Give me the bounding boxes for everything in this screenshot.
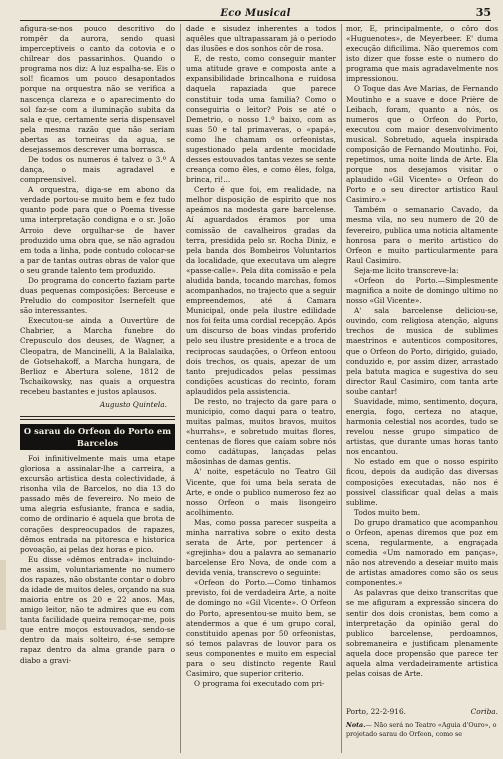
dateline [346,707,498,717]
paragraph: As palavras que deixo transcritas que se me afiguram a expressão sincera do sentir dos dois cronistas, bem como a interpretação da opinião geral do publico barcelense, perdoamnos, sobremaneira e justificam plenamente aquela doce propensão que parece ter aquela alma verdadeiramente artistica pelas coisas de Arte. [346,588,498,678]
paragraph: No estado em que o nosso espirito ficou, depois da audição das diversas composições executadas, não nos é possivel classificar qual delas a mais sublime. [346,457,498,507]
paper-stain [0,560,6,630]
paragraph: Eu disse «dêmos entrada» incluindo-me assim, voluntariamente no numero dos rapazes, não obstante contar o dobro da idade de muitos deles, orçando na sua maioria entre os 20 e 22 anos. Mas, amigo leitor, não te admires que eu com tanta facilidade queira remoçar-me, pois que entre moços estouvados, sendo-se dentro da mais solteiro, é-se sempre rapaz dentro da alma grande para o diabo a gravi- [20,554,175,665]
author-signature: Coriba. [470,707,498,716]
column-divider [341,24,342,753]
footnote [346,721,498,738]
paragraph: Mas, como possa parecer suspeita a minha narrativa sobre o exito desta serata de Arte, por pertencer á «grejinha» dou a palavra ao semanario barcelense Ero Nova, de onde com a devida venia, transcrevo o seguinte: [186,517,336,578]
column-2 [186,24,336,689]
publication-title: Eco Musical [220,8,291,19]
column-1 [20,24,175,666]
article-signature: Augusto Quintela. [99,399,167,409]
paragraph: mor, E, principalmente, o côro dos «Huguenotes», de Meyerbeer. E' duma execução dificilima. Não queremos com isto dizer que fosse este o numero do programa que mais agradavelmente nos impressionou. [346,24,498,84]
paragraph: Certo é que foi, em realidade, na melhor disposição de espirito que nos apeámos na modesta gare barcelense. Aí aguardados éramos por uma comissão de cavalheiros gradas da terra, presidida pelo sr. Rocha Diniz, e pela banda dos Bombeiros Voluntarios da localidade, que executava um alegre «passe-calle». Pela dita comissão e pela aludida banda, tocando marchas, fomos acompanhados, no trajecto que a seguir empreendemos, até á Camara Municipal, onde pela ilustre edilidade nos foi feita uma cordial recepção. Após um discurso de boas vindas proferido pelo seu ilustre presidente e a troca de reciprocas saudações, o Orfeon entoou dois trechos, os quais, apezar de um tanto prejudicados pelas pessimas condições acusticas do recinto, foram aplaudidos pela assistencia. [186,185,336,396]
article-footer [346,707,498,738]
page-header [20,4,491,21]
section-rule [20,416,175,417]
paragraph: De resto, no trajecto da gare para o municipio, como daqui para o teatro, muitas palmas, muitos bravos, muitos «hurrahs», e sobretudo muitas flores, centenas de flores que caíam sobre nós como cadátupas, lançadas pelas mãosinhas de damas gentis. [186,396,336,467]
note-label: Nota. [346,721,366,729]
paragraph: «Orfeon do Porto.—Simplesmente magnifica a noite de domingo ultimo no nosso «Gil Vicente». [346,275,498,306]
paragraph: Do programa do concerto faziam parte duas pequenas composições: Berceuse e Preludio do compositor Isernefelt que são interessantes. [20,275,175,316]
paragraph: A' noite, espetáculo no Teatro Gil Vicente, que foi uma bela serata de Arte, e onde o publico numeroso fez ao nosso Orfeon o mais lisongeiro acolhimento. [186,467,336,517]
column-3 [346,24,498,679]
paragraph: De todos os numeros é talvez o 3.º A dança, o mais agradavel e compreensivel. [20,155,175,185]
paragraph: Do grupo dramatico que acompanhou o Orfeon, apenas diremos que poz em scena, regularmente, a engraçada comedia «Um namorado em panças», não nos atrevendo a deseiar muito mais de artistas amadores como são os seus componentes.» [346,517,498,588]
paragraph: Também o semanario Cavado, da mesma vila, no seu numero de 20 de fevereiro, publica uma noticia altamente honrosa para o merito artistico do Orfeon e muito particularmente para Raul Casimiro. [346,205,498,265]
paragraph: Executou-se ainda a Ouvertüre de Chabrier, a Marcha funebre do Crepusculo dos deuses, de Wagner, a Cleopatra, de Mancinelli, A la Balalaika, de Gotsehakoff, a Marcha hungara, de Berlioz e Abertura solene, 1812 de Tschaikowsky, nas quais a orquestra recebeu bastantes e justos aplausos. [20,316,175,396]
paragraph: O Toque das Ave Marias, de Fernando Moutinho e a suave e doce Prière de Leibach, foram, quanto a nós, os numeros que o Orfeon do Porto, executou com maior desenvolvimento musical. Sobretudo, aquela inspirada composição de Fernando Moutinho. Foi, repetimos, uma noite linda de Arte. Ela porque nos desejamos visitar o aplaudido «Gil Vicente» o Orfeon do Porto e o seu director artistico Raul Casimiro.» [346,84,498,205]
paragraph: Suavidade, mimo, sentimento, doçura, energia, fogo, certeza no ataque, harmonia celestial nos acordes, tudo se revelou nesse grupo simpatico de artistas, que durante umas horas tanto nos encantou. [346,396,498,457]
paragraph: E, de resto, como conseguir manter uma atitude grave e composta ante a expansibilidade brincalhona e ruidosa daquela rapaziada que parece constituir toda uma familia? Como o conseguiria o leitor? Pois se até o Demetrio, o nosso 1.º baixo, com as suas 50 e tal primaveras, o «papá», como lhe chamam os orfeonistas, sugestionado pela ardente mocidade desses estouvados tantas vezes se sente creança como êles, e como êles, folga, brinca, ri!... [186,54,336,185]
paragraph: O programa foi executado com pri- [194,679,325,689]
paragraph: Seja-me licito transcreve-la: [354,265,459,275]
paragraph: A' sala barcelense deliciou-se, ouvindo, com religiosa atenção, alguns trechos de musica de sublimes maestrinos e autenticos compositores, que o Orfeon do Porto, dirigido, guiado, conduzido e, por assim dizer, arrastado pela batuta magica e sugestiva do seu director Raul Casimiro, com tanta arte soube cantar! [346,306,498,396]
column-divider [180,24,181,753]
section-rule [20,419,175,420]
article-headline: O sarau do Orfeon do Porto em Barcelos [20,424,175,450]
paragraph: dade e sisudez inherentes a todos aquêles que ultrapassaram já o periodo das ilusões e dos sonhos côr de rosa. [186,24,336,54]
place-date: Porto, 22-2-916. [346,707,406,716]
paragraph: Foi infinitivelmente mais uma etape gloriosa a assinalar-lhe a carreira, a excursão artistica desta colectividade, á risonha vila de Barcelos, no dia 13 do passado mês de fevereiro. No meio de uma alegria esfusiante, franca e sadia, como de ordinario é aquela que brota de corações despreocupados de rapazes, dêmos entrada na pitoresca e historica povoação, ai pelas dez horas e pico. [20,453,175,554]
paragraph: Todos muito bem. [354,507,421,517]
page-number: 35 [475,6,491,19]
paragraph: A orquestra, diga-se em abono da verdade portou-se muito bem e fez tudo quanto pode para que o Poema tivesse uma interpretação condigna e o sr. João Arroio deve orgulhar-se de haver produzido uma obra que, se não agradou em toda a linha, pode contudo colocar-se a par de tantas outras obras de valor que o seu grande talento tem produzido. [20,185,175,275]
paragraph: «Orfeon do Porto.—Como tinhamos previsto, foi de verdadeira Arte, a noite de domingo no «Gil Vicente». O Orfeon do Porto, apresentou-se muito bem, se atendermos a que é um grupo coral, constituido apenas por 50 orfeonistas, só temos palavras de louvor para os seus componentes e muito em especial para o seu distincto regente Raul Casimiro, que superior criterio. [186,578,336,678]
note-text: — Não será no Teatro «Aguia d'Ouro», o projetado sarau do Orfeon, como se [346,721,497,738]
paragraph: afigura-se-nos pouco descritivo do rompêr da aurora, sendo quasi imperceptiveis o canto da cotovia e o chilrear dos passarinhos. Quando o programa nos diz: A luz espalha-se. Eis o sol! ficamos um pouco desapontados porque na orquestra não se verifica a nascença clareza e o aparecimento do sol faz-se com a iluminação subita da sala e que, certamente seria dispensavel pela mesma razão que não seriam abertas as torneiras da agua, se desejassemos descrever uma borrasca. [20,24,175,154]
